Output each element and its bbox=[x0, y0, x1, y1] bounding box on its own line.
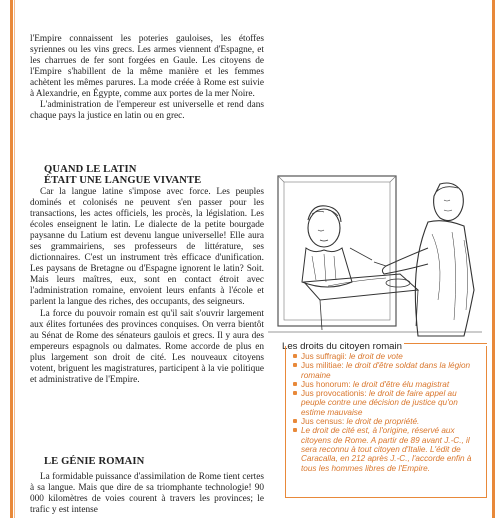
page-border-left-inner bbox=[14, 0, 15, 518]
bullet-icon bbox=[293, 428, 297, 432]
list-item: Le droit de cité est, à l'origine, réservé aux citoyens de Rome. A partir de 89 avant J.-C., il sera reconnu à tout citoyen d'Italie. L'édit de Caracalla, en 212 après J.-C., l'accorde enfin à tous les hommes libres de l'Empire. bbox=[293, 426, 483, 472]
section-heading-latin bbox=[30, 164, 201, 186]
bullet-icon bbox=[293, 354, 297, 358]
paragraph: La force du pouvoir romain est qu'il sait s'ouvrir largement aux élites fortunées des provinces conquises. On verra bientôt au Sénat de Rome des sénateurs gaulois et grecs. Il y aura des empereurs espagnols ou dalmates. Rome accorde de plus en plus largement son droit de cité. Les nouveaux citoyens votent, briguent les magistratures, participent à la vie politique et administrative de l'Empire. bbox=[30, 308, 264, 385]
paragraph: L'administration de l'empereur est universelle et rend dans chaque pays la justice en latin ou en grec. bbox=[30, 100, 264, 122]
heading-line: ÉTAIT UNE LANGUE VIVANTE bbox=[44, 175, 202, 186]
heading-line: LE GÉNIE ROMAIN bbox=[44, 456, 145, 467]
bullet-icon bbox=[293, 391, 297, 395]
bullet-icon bbox=[293, 382, 297, 386]
bullet-icon bbox=[293, 363, 297, 367]
list-item: Jus militiae: le droit d'être soldat dans la légion romaine bbox=[293, 361, 483, 380]
box-title: Les droits du citoyen romain bbox=[282, 341, 402, 352]
section-heading-genie bbox=[30, 456, 144, 467]
list-item: Jus honorum: le droit d'être élu magistrat bbox=[293, 380, 483, 389]
bullet-icon bbox=[293, 419, 297, 423]
list-item: Jus provocationis: le droit de faire appel au peuple contre une décision de justice qu'on estime mauvaise bbox=[293, 389, 483, 417]
heading-line: QUAND LE LATIN bbox=[44, 164, 137, 175]
list-item: Jus suffragii: le droit de vote bbox=[293, 352, 483, 361]
page-border-left bbox=[10, 0, 13, 518]
paragraph: Car la langue latine s'impose avec force. Les peuples dominés et colonisés ne peuvent s'en passer pour les transactions, les actes officiels, les procès, la législation. Les écoles enseignent le latin. Le dialecte de la petite bourgade paysanne du Latium est devenu langue universelle! Elle aura ses grammairiens, ses professeurs de littérature, ses dictionnaires. C'est un instrument très efficace d'unification. Les paysans de Bretagne ou d'Espagne ignorent le latin? Soit. Mais leurs maîtres, eux, sont en contact étroit avec l'administration romaine, envoient leurs enfants à l'école et parlent la langue des riches, des occupants, des seigneurs. bbox=[30, 187, 264, 308]
list-item: Jus census: le droit de propriété. bbox=[293, 417, 483, 426]
paragraph: l'Empire connaissent les poteries gauloises, les étoffes syriennes ou les vins grecs. Les armes viennent d'Espagne, et les charrues de fer sont forgées en Gaule. Les citoyens de l'Empire s'habillent de la même manière et les femmes achètent les mêmes parures. La mode créée à Rome est suivie à Alexandrie, en Égypte, comme aux portes de la mer Noire. bbox=[30, 34, 264, 100]
genie-text-block bbox=[30, 472, 264, 516]
schoolmaster-illustration bbox=[268, 170, 482, 338]
rights-list bbox=[293, 352, 483, 473]
latin-text-block bbox=[30, 187, 264, 386]
intro-text-block bbox=[30, 34, 264, 122]
paragraph: La formidable puissance d'assimilation de Rome tient certes à sa langue. Mais que dire de sa triomphante technologie! 90 000 kilomètres de voies courent à travers les provinces; le trafic y est intense bbox=[30, 472, 264, 516]
page-border-right bbox=[492, 0, 495, 518]
